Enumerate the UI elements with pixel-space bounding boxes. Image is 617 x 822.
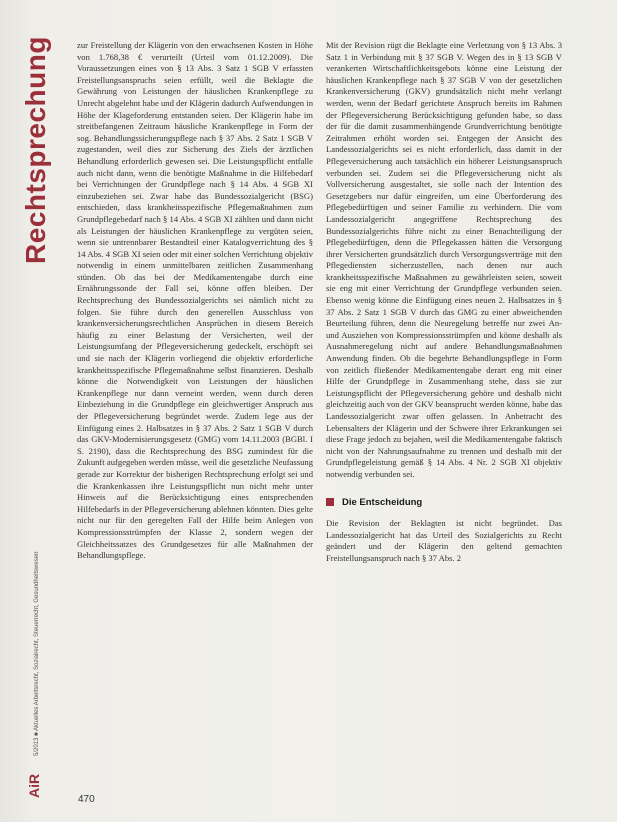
- section-title: [16, 36, 56, 264]
- decision-text: Die Revision der Beklagten ist nicht begründet. Das Landessozialgericht hat das Urteil des Sozialgerichts zu Recht geändert und der Klägerin den geltend gemachten Freistellungsanspruch nach § 37 Abs. 2: [326, 518, 562, 563]
- footer-meta: 5/2013 ■ Aktuelles Arbeitsrecht, Sozialrecht, Steuerrecht, Gesundheitswesen: [34, 551, 40, 756]
- right-column-text: Mit der Revision rügt die Beklagte eine Verletzung von § 13 Abs. 3 Satz 1 in Verbindung mit § 37 SGB V. Wegen des in § 13 SGB V verankerten Wirtschaftlichkeitsgebots könne eine Leistung der häuslichen Krankenpflege nach § 37 SGB V von der gesetzlichen Krankenversicherung (GKV) grundsätzlich nicht mehr verlangt werden, wenn der Bedarf gerichtete Anspruch bereits im Rahmen der Pflegeversicherung Berücksichtigung gefunden habe, so dass der für die damit zusammenhängende Grundverrichtung benötigte Zeitrahmen erhöht worden sei. Entgegen der Ansicht des Landessozialgerichts sei es nicht erforderlich, dass damit in der Pflegeversicherung auch tatsächlich ein höherer Leistungsanspruch verbunden sei. Zudem sei die Pflegeversicherung nicht als Vollversicherung ausgestaltet, sie solle nach der Intention des Gesetzgebers nur dafür eingreifen, um eine Überforderung des Pflegebedürftigen und seiner Familie zu verhindern. Die vom Landessozialgericht angegriffene Rechtsprechung des Bundessozialgerichts führe nicht zu einer Benachteiligung der Pflegebedürftigen, denn die Pflegekassen hätten die Versorgung ihrer Versicherten grundsätzlich durch Versorgungsverträge mit den Pflegediensten sicherzustellen, nach denen nur auch krankheitsspezifische Maßnahmen zu gewährleisten seien, soweit sie eng mit einer Verrichtung der Grundpflege verbunden seien. Ebenso wenig könne die Einfügung eines neuen 2. Halbsatzes in § 37 Abs. 2 Satz 1 SGB V durch das GMG zu einer abweichenden Beurteilung führen, denn die Neuregelung betreffe nur zwei An- und Ausziehen von Kompressionsstrümpfen und könne deshalb als Ausnahmeregelung nicht auf andere Behandlungsmaßnahmen Anwendung finden. Ob die begehrte Behandlungspflege in Form von zeitlich fließender Medikamentengabe derart eng mit einer Hilfe der Grundpflege in Zusammenhang stehe, dass sie zur Leistungspflicht der Pflegeversicherung gehöre und deshalb nicht gleichzeitig auch von der GKV beansprucht werden könne, habe das Landessozialgericht zwar offen gelassen. In Anbetracht des Lebensalters der Klägerin und der Schwere ihrer Erkrankungen sei diese Frage jedoch zu bejahen, weil die Medikamentengabe faktisch nicht von der Nahrungsaufnahme zu trennen und deshalb mit der Grundpflegeleistung gemäß § 14 Abs. 4 Nr. 2 SGB XI objektiv notwendig verbunden sei.: [326, 40, 562, 479]
- section-heading: [326, 497, 562, 509]
- footer-sidebar: [28, 520, 48, 820]
- journal-logo: AiR: [26, 773, 42, 798]
- left-column-text: zur Freistellung der Klägerin von den erwachsenen Kosten in Höhe von 1.768,38 € verurteilt (Urteil vom 01.12.2009). Die Voraussetzungen eines von § 13 Abs. 3 Satz 1 SGB V erfassten Freistellungsanspruchs seien erfüllt, weil die Beklagte die Gewährung von Leistungen der häuslichen Krankenpflege zu Unrecht abgelehnt habe und der Klägerin dadurch Aufwendungen in Höhe der Klageforderung entstanden seien. Der Klägerin habe im streitbefangenen Zeitraum häusliche Krankenpflege in Form der sog. Behandlungssicherungspflege nach § 37 Abs. 2 Satz 1 SGB V zugestanden, weil dies zur Sicherung des Ziels der ärztlichen Behandlung erforderlich gewesen sei. Die Leistungspflicht entfalle auch nicht dann, wenn die benötigte Maßnahme in die Hilfebedarf bei Verrichtungen der Grundpflege nach § 14 Abs. 4 SGB XI einzubeziehen sei. Zwar habe das Bundessozialgericht (BSG) entschieden, dass krankheitsspezifische Pflegemaßnahmen zum Grundpflegebedarf nach § 14 Abs. 4 SGB XI zählten und dann nicht als Leistungen der häuslichen Krankenpflege zu vergüten seien, wenn sie untrennbarer Bestandteil einer Katalogverrichtung des § 14 Abs. 4 SGB XI seien oder mit einer solchen Verrichtung objektiv notwendig in einem unmittelbaren zeitlichen Zusammenhang stünden. Ob das bei der Medikamentengabe durch eine Ernährungssonde der Fall sei, könne offen bleiben. Der Rechtsprechung des Bundessozialgerichts sei nämlich nicht zu folgen. Sie führe durch den generellen Ausschluss von krankenversicherungsrechtlichen Ansprüchen in diesem Bereich häufig zu einer Belastung der Versicherten, weil der Leistungsumfang der Pflegeversicherung gedeckelt, erschöpft sei und sie nach der Klägerin vorliegend die objektiv erforderliche krankheitsspezifische Pflegemaßnahme selbst finanzieren. Deshalb könne die Notwendigkeit von Leistungen der häuslichen Krankenpflege nur dann verneint werden, wenn durch deren Einbeziehung in die Grundpflege ein gleichwertiger Anspruch aus der Pflegeversicherung begründet werde. Zudem lege aus der Einfügung eines 2. Halbsatzes in § 37 Abs. 2 Satz 1 SGB V durch das GKV-Modernisierungsgesetz (GMG) vom 14.11.2003 (BGBl. I S. 2190), dass die Rechtsprechung des BSG zumindest für die Zukunft aufgegeben werden müsse, weil die gesetzliche Neufassung gerade zur Korrektur der bisherigen Rechtsprechung erfolgt sei und die Krankenkassen ihre Leistungspflicht nun nicht mehr unter Hinweis auf die Berücksichtigung eines entsprechenden Hilfebedarfs in der Pflegeversicherung ablehnen könnten. Dies gelte nicht nur für den geregelten Fall der Hilfe beim Anlegen von Kompressionsstrümpfen der Klasse 2, sondern wegen der Gleichheitssatzes des Grundgesetzes für alle Maßnahmen der Behandlungspflege.: [77, 40, 313, 561]
- left-column: [77, 40, 313, 800]
- heading-square-icon: [326, 498, 334, 506]
- right-column: [326, 40, 562, 810]
- section-title-text: Rechtsprechung: [20, 36, 51, 264]
- page-number: 470: [78, 794, 95, 805]
- section-heading-text: Die Entscheidung: [342, 496, 423, 508]
